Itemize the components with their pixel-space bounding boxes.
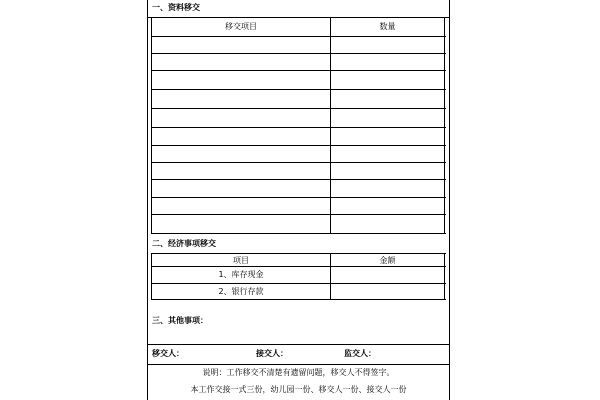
table1-bottom-border bbox=[151, 233, 446, 234]
receiver-person-label: 接交人： bbox=[256, 349, 288, 358]
table1-row-line bbox=[151, 145, 446, 146]
table2-right-border bbox=[444, 253, 445, 300]
table1-row-line bbox=[151, 70, 446, 71]
table1-row-line bbox=[151, 53, 446, 54]
table1-top-border bbox=[151, 17, 446, 18]
table1-header-quantity: 数量 bbox=[379, 22, 396, 31]
table1-row-line bbox=[151, 89, 446, 90]
table1-row-line bbox=[151, 214, 446, 215]
table1-header-item: 移交项目 bbox=[225, 22, 257, 31]
table1-row-line bbox=[151, 36, 446, 37]
note-line-1: 说明：工作移交不清楚有遗留问题，移交人不得签字。 bbox=[202, 368, 395, 377]
handover-form bbox=[147, 0, 450, 400]
table2-row-line bbox=[151, 266, 446, 267]
table2-header-amount: 金额 bbox=[379, 256, 396, 265]
table2-bottom-border bbox=[151, 299, 446, 300]
section3-title: 三、其他事项： bbox=[152, 316, 208, 325]
table1-right-border bbox=[444, 17, 445, 234]
table1-left-border bbox=[151, 17, 152, 234]
table1-row-line bbox=[151, 108, 446, 109]
table1-row-line bbox=[151, 162, 446, 163]
table1-column-divider bbox=[330, 17, 331, 234]
handover-person-label: 移交人： bbox=[152, 349, 184, 358]
table1-row-line bbox=[151, 127, 446, 128]
supervisor-person-label: 监交人： bbox=[344, 349, 376, 358]
table2-row-cash: 1、库存现金 bbox=[218, 270, 264, 279]
signature-top-divider bbox=[148, 344, 449, 345]
table2-row-line bbox=[151, 283, 446, 284]
table2-top-border bbox=[151, 253, 446, 254]
note-line-2: 本工作交接一式三份，幼儿园一份、移交人一份、接交人一份 bbox=[190, 385, 407, 394]
signature-bottom-divider bbox=[148, 364, 449, 365]
section1-title: 一、资料移交 bbox=[152, 3, 200, 12]
section2-title: 二、经济事项移交 bbox=[152, 239, 216, 248]
table1-row-line bbox=[151, 197, 446, 198]
table2-row-bank-deposit: 2、银行存款 bbox=[218, 287, 264, 296]
table2-header-item: 项目 bbox=[233, 256, 249, 265]
table1-row-line bbox=[151, 179, 446, 180]
